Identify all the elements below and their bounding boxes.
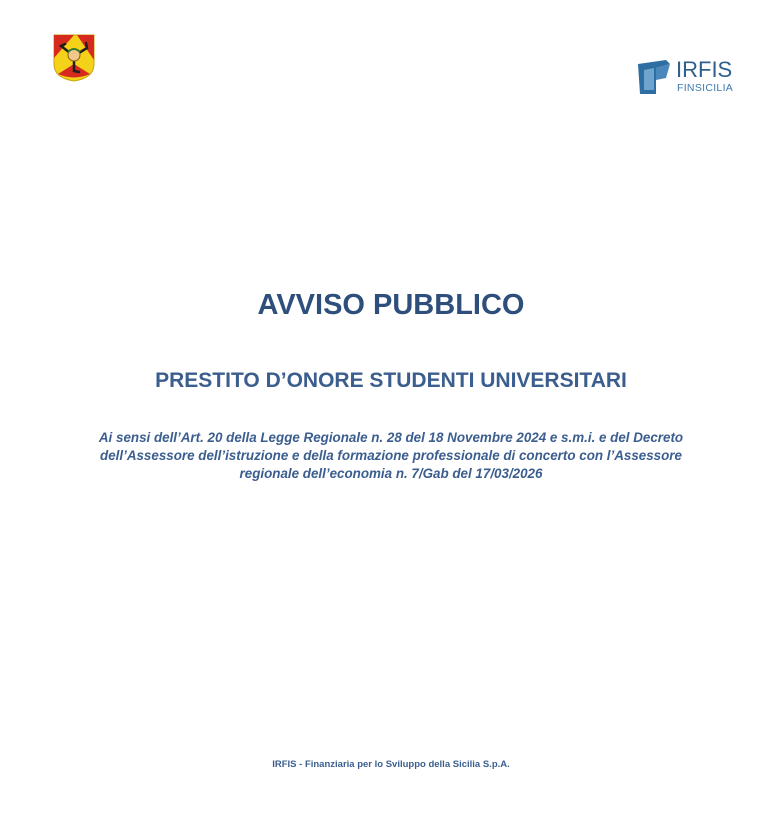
trinacria-coat-of-arms-icon xyxy=(53,34,95,82)
page-title: AVVISO PUBBLICO xyxy=(257,289,525,321)
region-sicily-logo xyxy=(53,34,95,82)
legal-basis-text xyxy=(60,429,722,483)
legal-basis-line: dell’Assessore dell’istruzione e della formazione professionale di concerto con l’Assessore xyxy=(100,448,682,463)
irfis-logo xyxy=(636,58,736,98)
irfis-logo-name: IRFIS xyxy=(676,57,733,82)
legal-basis-line: regionale dell’economia n. 7/Gab del 17/03/2026 xyxy=(239,466,543,481)
legal-basis-line: Ai sensi dell’Art. 20 della Legge Regionale n. 28 del 18 Novembre 2024 e s.m.i. e del Decreto xyxy=(98,430,684,445)
irfis-flag-icon xyxy=(636,58,672,96)
page-subtitle: PRESTITO D’ONORE STUDENTI UNIVERSITARI xyxy=(155,369,627,392)
irfis-logo-subtitle: FINSICILIA xyxy=(677,82,734,94)
page-footer: IRFIS - Finanziaria per lo Sviluppo della Sicilia S.p.A. xyxy=(272,759,510,770)
